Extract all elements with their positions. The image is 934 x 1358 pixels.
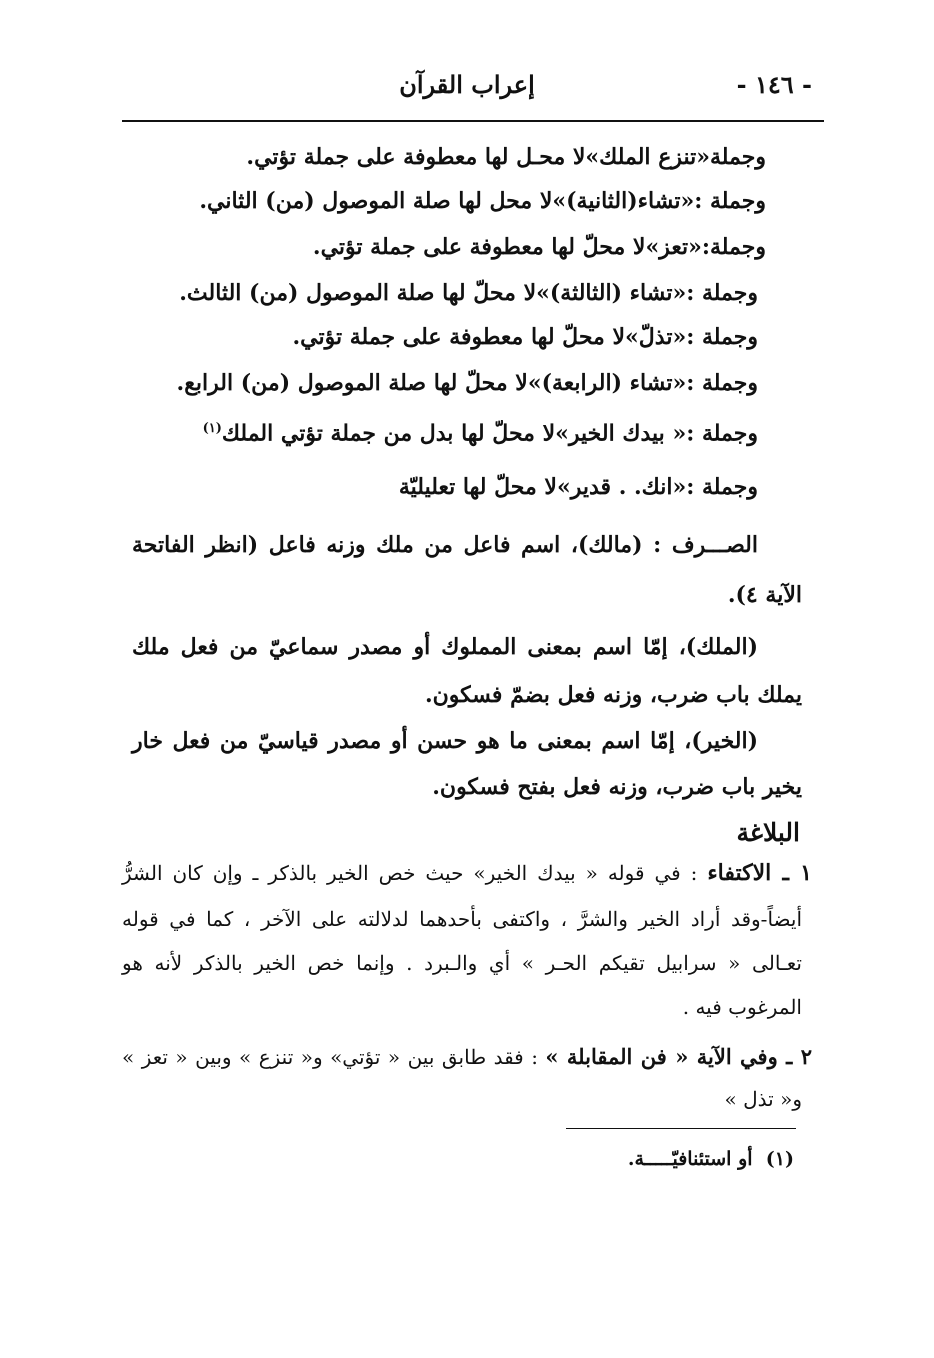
balagha-item-2-line-1 <box>122 1042 812 1072</box>
sentence-1: وجملة«تنزع الملك»لا محـل لها معطوفة على جملة تؤتي. <box>246 144 766 170</box>
sentence-5: وجملة :«تذلّ»لا محلّ لها معطوفة على جملة تؤتي. <box>292 324 758 350</box>
balagha-item-1-text-1: : في قوله « بيدك الخير» حيث خص الخير بالذكر ـ وإن كان الشرُّ <box>122 861 698 885</box>
sentence-4: وجملة :«تشاء (الثالثة)»لا محلّ لها صلة الموصول (من) الثالث. <box>179 280 758 306</box>
sarf-text-1: : (مالك)، اسم فاعل من ملك وزنه فاعل (انظر الفاتحة <box>132 532 662 558</box>
footnote-marker: (١) <box>765 1148 794 1170</box>
balagha-item-1-line-2: أيضاً-وقد أراد الخير والشرَّ ، واكتفى بأحدهما لدلالته على الآخر ، كما في قوله <box>122 907 802 931</box>
balagha-item-1-line-4: المرغوب فيه . <box>682 995 802 1019</box>
header-divider <box>122 120 824 122</box>
footnote-ref: (١) <box>202 421 222 436</box>
sarf-mulk-line-1: (الملك)، إمّا اسم بمعنى المملوك أو مصدر سماعيّ من فعل ملك <box>132 634 758 660</box>
sentence-7 <box>203 414 758 448</box>
sarf-khayr-line-1: (الخير)، إمّا اسم بمعنى ما هو حسن أو مصدر قياسيّ من فعل خار <box>132 728 758 754</box>
sentence-3: وجملة:«تعز»لا محلّ لها معطوفة على جملة تؤتي. <box>312 234 766 260</box>
balagha-item-2-label: ٢ ـ وفي الآية « فن المقابلة » <box>545 1044 812 1069</box>
footnote <box>628 1148 794 1170</box>
balagha-item-2-line-2: و« تذل » <box>724 1087 802 1111</box>
sarf-line-2: الآية ٤). <box>727 582 802 608</box>
balagha-item-1-label: ١ ـ الاكتفاء <box>707 860 812 886</box>
sarf-line-1 <box>132 530 758 560</box>
balagha-item-2-text-1: : فقد طابق بين « تؤتي» و« تنزع » وبين « تعز » <box>122 1045 538 1069</box>
footnote-divider <box>566 1128 796 1129</box>
balagha-item-1-line-3: تعـالى « سرابيل تقيكم الحـر » أي والـبرد . وإنما خص الخير بالذكر لأنه هو <box>122 951 802 975</box>
sentence-2: وجملة :«تشاء(الثانية)»لا محل لها صلة الموصول (من) الثاني. <box>199 188 766 214</box>
running-title: إعراب القرآن <box>399 70 535 99</box>
balagha-heading: البلاغة <box>736 818 800 847</box>
sarf-label: الصـــرف <box>671 532 758 558</box>
sentence-6: وجملة :«تشاء (الرابعة)»لا محلّ لها صلة الموصول (من) الرابع. <box>176 370 758 396</box>
sarf-khayr-line-2: يخير باب ضرب، وزنه فعل بفتح فسكون. <box>432 774 802 800</box>
page-number: - ١٤٦ - <box>736 70 812 99</box>
footnote-text: أو استئنافيّـــــة. <box>627 1148 753 1170</box>
balagha-item-1-line-1 <box>122 858 812 888</box>
sentence-8: وجملة :«انك. . قدير»لا محلّ لها تعليليّة <box>398 474 758 500</box>
sentence-7-text: وجملة :« بيدك الخير»لا محلّ لها بدل من جملة تؤتي الملك <box>221 420 758 447</box>
sarf-mulk-line-2: يملك باب ضرب، وزنه فعل بضمّ فسكون. <box>424 682 802 708</box>
page-header <box>122 70 812 114</box>
